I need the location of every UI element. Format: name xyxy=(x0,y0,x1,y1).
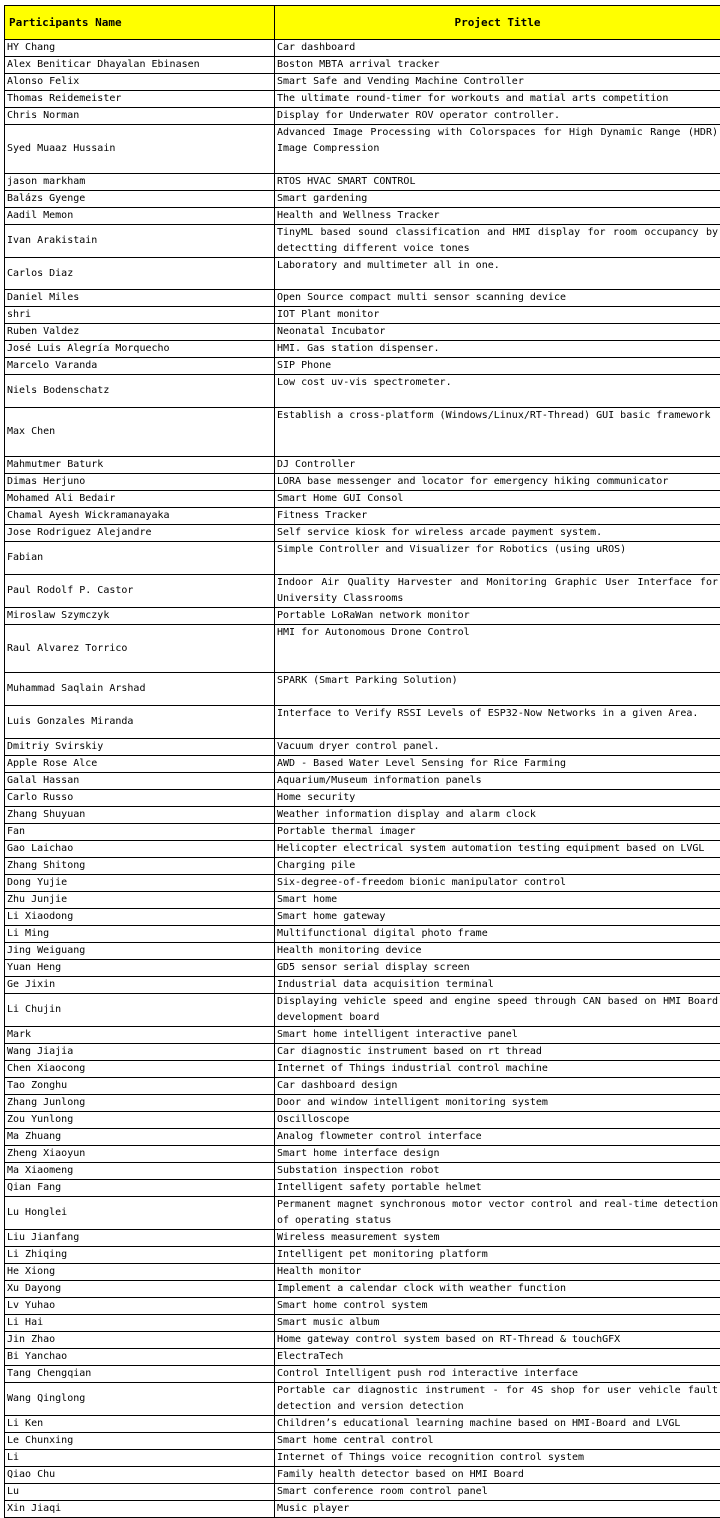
table-row xyxy=(5,91,720,108)
project-title-cell: Smart Home GUI Consol xyxy=(275,490,720,507)
participant-name-cell: Marcelo Varanda xyxy=(5,358,275,375)
project-title-cell: Substation inspection robot xyxy=(275,1162,720,1179)
table-row xyxy=(5,1297,720,1314)
participant-name-cell: Dimas Herjuno xyxy=(5,473,275,490)
project-title-cell: Displaying vehicle speed and engine speed through CAN based on HMI Board development board xyxy=(275,993,720,1026)
project-title-cell: Analog flowmeter control interface xyxy=(275,1128,720,1145)
project-title-cell: Implement a calendar clock with weather function xyxy=(275,1280,720,1297)
participant-name-cell: Le Chunxing xyxy=(5,1432,275,1449)
table-row xyxy=(5,1415,720,1432)
participant-name-cell: Li Xiaodong xyxy=(5,908,275,925)
project-title-cell: GD5 sensor serial display screen xyxy=(275,959,720,976)
table-row xyxy=(5,1111,720,1128)
table-row xyxy=(5,1449,720,1466)
participant-name-cell: Tao Zonghu xyxy=(5,1077,275,1094)
project-title-cell: RTOS HVAC SMART CONTROL xyxy=(275,173,720,190)
project-title-cell: Internet of Things industrial control machine xyxy=(275,1060,720,1077)
table-row xyxy=(5,40,720,57)
participant-name-cell: Lu Honglei xyxy=(5,1196,275,1229)
participant-name-cell: Dong Yujie xyxy=(5,874,275,891)
participant-name-cell: Bi Yanchao xyxy=(5,1348,275,1365)
participant-name-cell: Wang Qinglong xyxy=(5,1382,275,1415)
table-row xyxy=(5,1043,720,1060)
project-title-cell: Health monitor xyxy=(275,1263,720,1280)
participant-name-cell: Li Hai xyxy=(5,1314,275,1331)
participants-table xyxy=(4,5,720,1518)
table-row xyxy=(5,789,720,806)
table-row xyxy=(5,1331,720,1348)
participant-name-cell: Jin Zhao xyxy=(5,1331,275,1348)
table-row xyxy=(5,607,720,624)
table-row xyxy=(5,1263,720,1280)
table-row xyxy=(5,108,720,125)
participant-name-cell: Lv Yuhao xyxy=(5,1297,275,1314)
project-title-cell: Smart home control system xyxy=(275,1297,720,1314)
participant-name-cell: Balázs Gyenge xyxy=(5,190,275,207)
table-row xyxy=(5,490,720,507)
table-row xyxy=(5,190,720,207)
project-title-cell: Laboratory and multimeter all in one. xyxy=(275,257,720,290)
participant-name-cell: Jing Weiguang xyxy=(5,942,275,959)
participant-name-cell: Ma Xiaomeng xyxy=(5,1162,275,1179)
participant-name-cell: Fabian xyxy=(5,541,275,574)
project-title-cell: Neonatal Incubator xyxy=(275,324,720,341)
project-title-cell: Car diagnostic instrument based on rt thread xyxy=(275,1043,720,1060)
table-row xyxy=(5,1432,720,1449)
project-title-cell: Family health detector based on HMI Board xyxy=(275,1466,720,1483)
participant-name-cell: Ivan Arakistain xyxy=(5,224,275,257)
table-row xyxy=(5,1060,720,1077)
table-row xyxy=(5,1280,720,1297)
project-title-cell: HMI for Autonomous Drone Control xyxy=(275,624,720,673)
participant-name-cell: Daniel Miles xyxy=(5,290,275,307)
participant-name-cell: jason markham xyxy=(5,173,275,190)
participant-name-cell: Liu Jianfang xyxy=(5,1229,275,1246)
table-row xyxy=(5,1466,720,1483)
participant-name-cell: Zhu Junjie xyxy=(5,891,275,908)
table-row xyxy=(5,341,720,358)
table-row xyxy=(5,574,720,607)
table-row xyxy=(5,1348,720,1365)
table-row xyxy=(5,1196,720,1229)
participant-name-cell: José Luis Alegría Morquecho xyxy=(5,341,275,358)
participant-name-cell: Li Chujin xyxy=(5,993,275,1026)
table-row xyxy=(5,324,720,341)
table-row xyxy=(5,908,720,925)
participant-name-cell: Li xyxy=(5,1449,275,1466)
project-title-cell: Interface to Verify RSSI Levels of ESP32-Now Networks in a given Area. xyxy=(275,706,720,739)
project-title-cell: Children’s educational learning machine based on HMI-Board and LVGL xyxy=(275,1415,720,1432)
participant-name-cell: Luis Gonzales Miranda xyxy=(5,706,275,739)
participant-name-cell: Ge Jixin xyxy=(5,976,275,993)
participant-name-cell: Zhang Shuyuan xyxy=(5,806,275,823)
table-row xyxy=(5,375,720,408)
project-title-cell: Oscilloscope xyxy=(275,1111,720,1128)
participant-name-cell: Carlos Diaz xyxy=(5,257,275,290)
project-title-cell: SIP Phone xyxy=(275,358,720,375)
participant-name-cell: Galal Hassan xyxy=(5,772,275,789)
table-row xyxy=(5,224,720,257)
project-title-cell: AWD - Based Water Level Sensing for Rice Farming xyxy=(275,755,720,772)
participant-name-cell: Apple Rose Alce xyxy=(5,755,275,772)
project-title-cell: Wireless measurement system xyxy=(275,1229,720,1246)
participant-name-cell: Chen Xiaocong xyxy=(5,1060,275,1077)
project-title-cell: Car dashboard xyxy=(275,40,720,57)
participant-name-cell: Syed Muaaz Hussain xyxy=(5,125,275,174)
project-title-cell: The ultimate round-timer for workouts and matial arts competition xyxy=(275,91,720,108)
participant-name-cell: Aadil Memon xyxy=(5,207,275,224)
table-row xyxy=(5,207,720,224)
project-title-cell: Smart home central control xyxy=(275,1432,720,1449)
participants-name-header: Participants Name xyxy=(5,6,275,40)
participant-name-cell: Qian Fang xyxy=(5,1179,275,1196)
table-row xyxy=(5,1229,720,1246)
participant-name-cell: He Xiong xyxy=(5,1263,275,1280)
participant-name-cell: Ruben Valdez xyxy=(5,324,275,341)
participant-name-cell: shri xyxy=(5,307,275,324)
participant-name-cell: Jose Rodriguez Alejandre xyxy=(5,524,275,541)
project-title-cell: Home gateway control system based on RT-Thread & touchGFX xyxy=(275,1331,720,1348)
project-title-cell: Multifunctional digital photo frame xyxy=(275,925,720,942)
project-title-cell: Home security xyxy=(275,789,720,806)
participant-name-cell: Lu xyxy=(5,1483,275,1500)
participant-name-cell: Zheng Xiaoyun xyxy=(5,1145,275,1162)
project-title-cell: Door and window intelligent monitoring system xyxy=(275,1094,720,1111)
project-title-header: Project Title xyxy=(275,6,720,40)
participant-name-cell: Paul Rodolf P. Castor xyxy=(5,574,275,607)
participant-name-cell: Mark xyxy=(5,1026,275,1043)
table-row xyxy=(5,840,720,857)
project-title-cell: Smart conference room control panel xyxy=(275,1483,720,1500)
project-title-cell: Charging pile xyxy=(275,857,720,874)
participant-name-cell: Yuan Heng xyxy=(5,959,275,976)
table-row xyxy=(5,823,720,840)
participant-name-cell: Alex Beniticar Dhayalan Ebinasen xyxy=(5,57,275,74)
table-row xyxy=(5,993,720,1026)
project-title-cell: Boston MBTA arrival tracker xyxy=(275,57,720,74)
table-row xyxy=(5,307,720,324)
table-row xyxy=(5,976,720,993)
project-title-cell: Health and Wellness Tracker xyxy=(275,207,720,224)
project-title-cell: Display for Underwater ROV operator controller. xyxy=(275,108,720,125)
table-row xyxy=(5,74,720,91)
table-row xyxy=(5,57,720,74)
participant-name-cell: Xin Jiaqi xyxy=(5,1500,275,1517)
table-row xyxy=(5,1145,720,1162)
table-row xyxy=(5,1128,720,1145)
table-row xyxy=(5,738,720,755)
table-row xyxy=(5,456,720,473)
project-title-cell: DJ Controller xyxy=(275,456,720,473)
table-row xyxy=(5,942,720,959)
project-title-cell: Intelligent safety portable helmet xyxy=(275,1179,720,1196)
project-title-cell: Smart home xyxy=(275,891,720,908)
project-title-cell: LORA base messenger and locator for emergency hiking communicator xyxy=(275,473,720,490)
project-title-cell: Vacuum dryer control panel. xyxy=(275,738,720,755)
project-title-cell: SPARK (Smart Parking Solution) xyxy=(275,673,720,706)
table-header-row xyxy=(5,6,720,40)
table-row xyxy=(5,857,720,874)
participant-name-cell: Max Chen xyxy=(5,408,275,457)
table-row xyxy=(5,706,720,739)
participant-name-cell: Fan xyxy=(5,823,275,840)
table-row xyxy=(5,959,720,976)
project-title-cell: ElectraTech xyxy=(275,1348,720,1365)
participant-name-cell: Zhang Junlong xyxy=(5,1094,275,1111)
participant-name-cell: Chris Norman xyxy=(5,108,275,125)
project-title-cell: Internet of Things voice recognition control system xyxy=(275,1449,720,1466)
project-title-cell: TinyML based sound classification and HMI display for room occupancy by detectting different voice tones xyxy=(275,224,720,257)
participant-name-cell: Qiao Chu xyxy=(5,1466,275,1483)
participants-table-container xyxy=(4,5,720,1518)
project-title-cell: Smart music album xyxy=(275,1314,720,1331)
table-row xyxy=(5,891,720,908)
table-row xyxy=(5,1246,720,1263)
project-title-cell: HMI. Gas station dispenser. xyxy=(275,341,720,358)
table-row xyxy=(5,1483,720,1500)
project-title-cell: Fitness Tracker xyxy=(275,507,720,524)
project-title-cell: IOT Plant monitor xyxy=(275,307,720,324)
project-title-cell: Car dashboard design xyxy=(275,1077,720,1094)
project-title-cell: Indoor Air Quality Harvester and Monitoring Graphic User Interface for University Classrooms xyxy=(275,574,720,607)
table-row xyxy=(5,1026,720,1043)
project-title-cell: Smart home interface design xyxy=(275,1145,720,1162)
table-row xyxy=(5,541,720,574)
participant-name-cell: Dmitriy Svirskiy xyxy=(5,738,275,755)
participant-name-cell: Zhang Shitong xyxy=(5,857,275,874)
participant-name-cell: Li Ken xyxy=(5,1415,275,1432)
table-body xyxy=(5,40,720,1518)
project-title-cell: Six-degree-of-freedom bionic manipulator control xyxy=(275,874,720,891)
participant-name-cell: Raul Alvarez Torrico xyxy=(5,624,275,673)
project-title-cell: Aquarium/Museum information panels xyxy=(275,772,720,789)
project-title-cell: Industrial data acquisition terminal xyxy=(275,976,720,993)
project-title-cell: Intelligent pet monitoring platform xyxy=(275,1246,720,1263)
project-title-cell: Advanced Image Processing with Colorspaces for High Dynamic Range (HDR) Image Compression xyxy=(275,125,720,174)
table-row xyxy=(5,624,720,673)
table-row xyxy=(5,1365,720,1382)
participant-name-cell: Niels Bodenschatz xyxy=(5,375,275,408)
table-row xyxy=(5,806,720,823)
participant-name-cell: Chamal Ayesh Wickramanayaka xyxy=(5,507,275,524)
table-row xyxy=(5,1094,720,1111)
participant-name-cell: Alonso Felix xyxy=(5,74,275,91)
table-row xyxy=(5,1382,720,1415)
participant-name-cell: Muhammad Saqlain Arshad xyxy=(5,673,275,706)
project-title-cell: Permanent magnet synchronous motor vector control and real-time detection of operating status xyxy=(275,1196,720,1229)
project-title-cell: Establish a cross-platform (Windows/Linux/RT-Thread) GUI basic framework xyxy=(275,408,720,457)
project-title-cell: Low cost uv-vis spectrometer. xyxy=(275,375,720,408)
project-title-cell: Portable car diagnostic instrument - for 4S shop for user vehicle fault detection and version detection xyxy=(275,1382,720,1415)
participant-name-cell: Carlo Russo xyxy=(5,789,275,806)
participant-name-cell: Tang Chengqian xyxy=(5,1365,275,1382)
project-title-cell: Weather information display and alarm clock xyxy=(275,806,720,823)
participant-name-cell: HY Chang xyxy=(5,40,275,57)
project-title-cell: Portable LoRaWan network monitor xyxy=(275,607,720,624)
participant-name-cell: Ma Zhuang xyxy=(5,1128,275,1145)
participant-name-cell: Li Zhiqing xyxy=(5,1246,275,1263)
table-row xyxy=(5,408,720,457)
table-row xyxy=(5,673,720,706)
table-row xyxy=(5,507,720,524)
project-title-cell: Open Source compact multi sensor scanning device xyxy=(275,290,720,307)
participant-name-cell: Gao Laichao xyxy=(5,840,275,857)
project-title-cell: Portable thermal imager xyxy=(275,823,720,840)
table-row xyxy=(5,257,720,290)
table-row xyxy=(5,755,720,772)
table-row xyxy=(5,125,720,174)
participant-name-cell: Wang Jiajia xyxy=(5,1043,275,1060)
participant-name-cell: Miroslaw Szymczyk xyxy=(5,607,275,624)
table-row xyxy=(5,358,720,375)
table-row xyxy=(5,772,720,789)
project-title-cell: Smart home intelligent interactive panel xyxy=(275,1026,720,1043)
table-row xyxy=(5,1162,720,1179)
table-row xyxy=(5,1314,720,1331)
project-title-cell: Control Intelligent push rod interactive interface xyxy=(275,1365,720,1382)
project-title-cell: Smart gardening xyxy=(275,190,720,207)
participant-name-cell: Zou Yunlong xyxy=(5,1111,275,1128)
project-title-cell: Self service kiosk for wireless arcade payment system. xyxy=(275,524,720,541)
participant-name-cell: Mahmutmer Baturk xyxy=(5,456,275,473)
project-title-cell: Helicopter electrical system automation testing equipment based on LVGL xyxy=(275,840,720,857)
table-row xyxy=(5,1077,720,1094)
participant-name-cell: Thomas Reidemeister xyxy=(5,91,275,108)
table-row xyxy=(5,524,720,541)
table-row xyxy=(5,1179,720,1196)
table-row xyxy=(5,1500,720,1517)
participant-name-cell: Li Ming xyxy=(5,925,275,942)
table-row xyxy=(5,925,720,942)
project-title-cell: Smart Safe and Vending Machine Controller xyxy=(275,74,720,91)
participant-name-cell: Mohamed Ali Bedair xyxy=(5,490,275,507)
project-title-cell: Smart home gateway xyxy=(275,908,720,925)
table-row xyxy=(5,874,720,891)
table-row xyxy=(5,173,720,190)
project-title-cell: Music player xyxy=(275,1500,720,1517)
project-title-cell: Health monitoring device xyxy=(275,942,720,959)
table-row xyxy=(5,473,720,490)
participant-name-cell: Xu Dayong xyxy=(5,1280,275,1297)
table-row xyxy=(5,290,720,307)
project-title-cell: Simple Controller and Visualizer for Robotics (using uROS) xyxy=(275,541,720,574)
